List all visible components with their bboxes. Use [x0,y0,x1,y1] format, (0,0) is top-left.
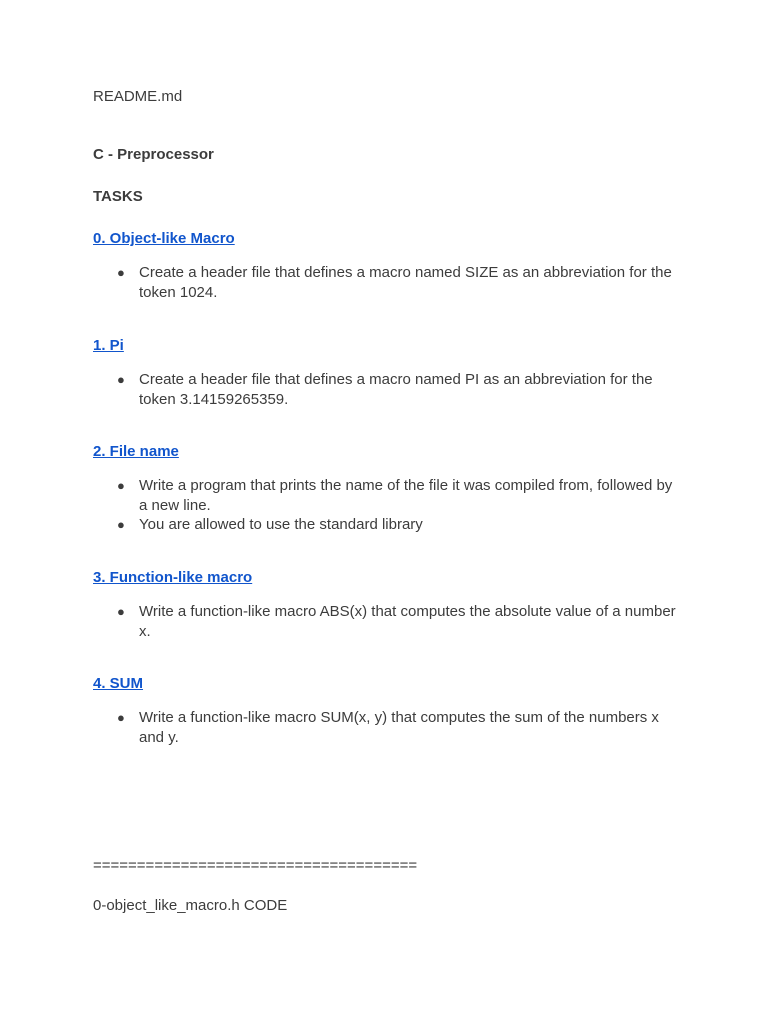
bullet-icon: ● [117,710,125,725]
code-section-label: 0-object_like_macro.h CODE [93,897,288,914]
bullet-text: Write a function-like macro SUM(x, y) that computes the sum of the numbers x and y. [139,709,659,746]
task-3-bullet-list [93,602,683,641]
bullet-text: You are allowed to use the standard library [139,516,423,533]
task-4-bullet-list [93,708,683,747]
task-1-bullet-list [93,370,683,409]
task-4-heading-link[interactable]: 4. SUM [93,675,144,692]
tasks-heading: TASKS [93,188,143,205]
task-0-heading-link[interactable]: 0. Object-like Macro [93,230,235,247]
task-2-bullet-list [93,476,683,535]
bullet-text: Create a header file that defines a macro named PI as an abbreviation for the token 3.14159265359. [139,371,653,408]
separator-line: ===================================== [93,857,418,874]
task-0-bullet-list [93,263,683,302]
bullet-icon: ● [117,478,125,493]
list-item [93,515,683,535]
task-2-heading-link[interactable]: 2. File name [93,443,179,460]
task-3-heading-link[interactable]: 3. Function-like macro [93,569,253,586]
list-item [93,370,683,409]
list-item [93,602,683,641]
task-1-heading-link[interactable]: 1. Pi [93,337,124,354]
list-item [93,708,683,747]
bullet-icon: ● [117,372,125,387]
bullet-text: Create a header file that defines a macro named SIZE as an abbreviation for the token 1024. [139,264,672,301]
bullet-icon: ● [117,604,125,619]
list-item [93,263,683,302]
bullet-text: Write a program that prints the name of the file it was compiled from, followed by a new line. [139,477,673,514]
file-name: README.md [93,88,183,105]
document-title: C - Preprocessor [93,146,214,163]
bullet-icon: ● [117,265,125,280]
bullet-text: Write a function-like macro ABS(x) that computes the absolute value of a number x. [139,603,676,640]
list-item [93,476,683,515]
bullet-icon: ● [117,517,125,532]
